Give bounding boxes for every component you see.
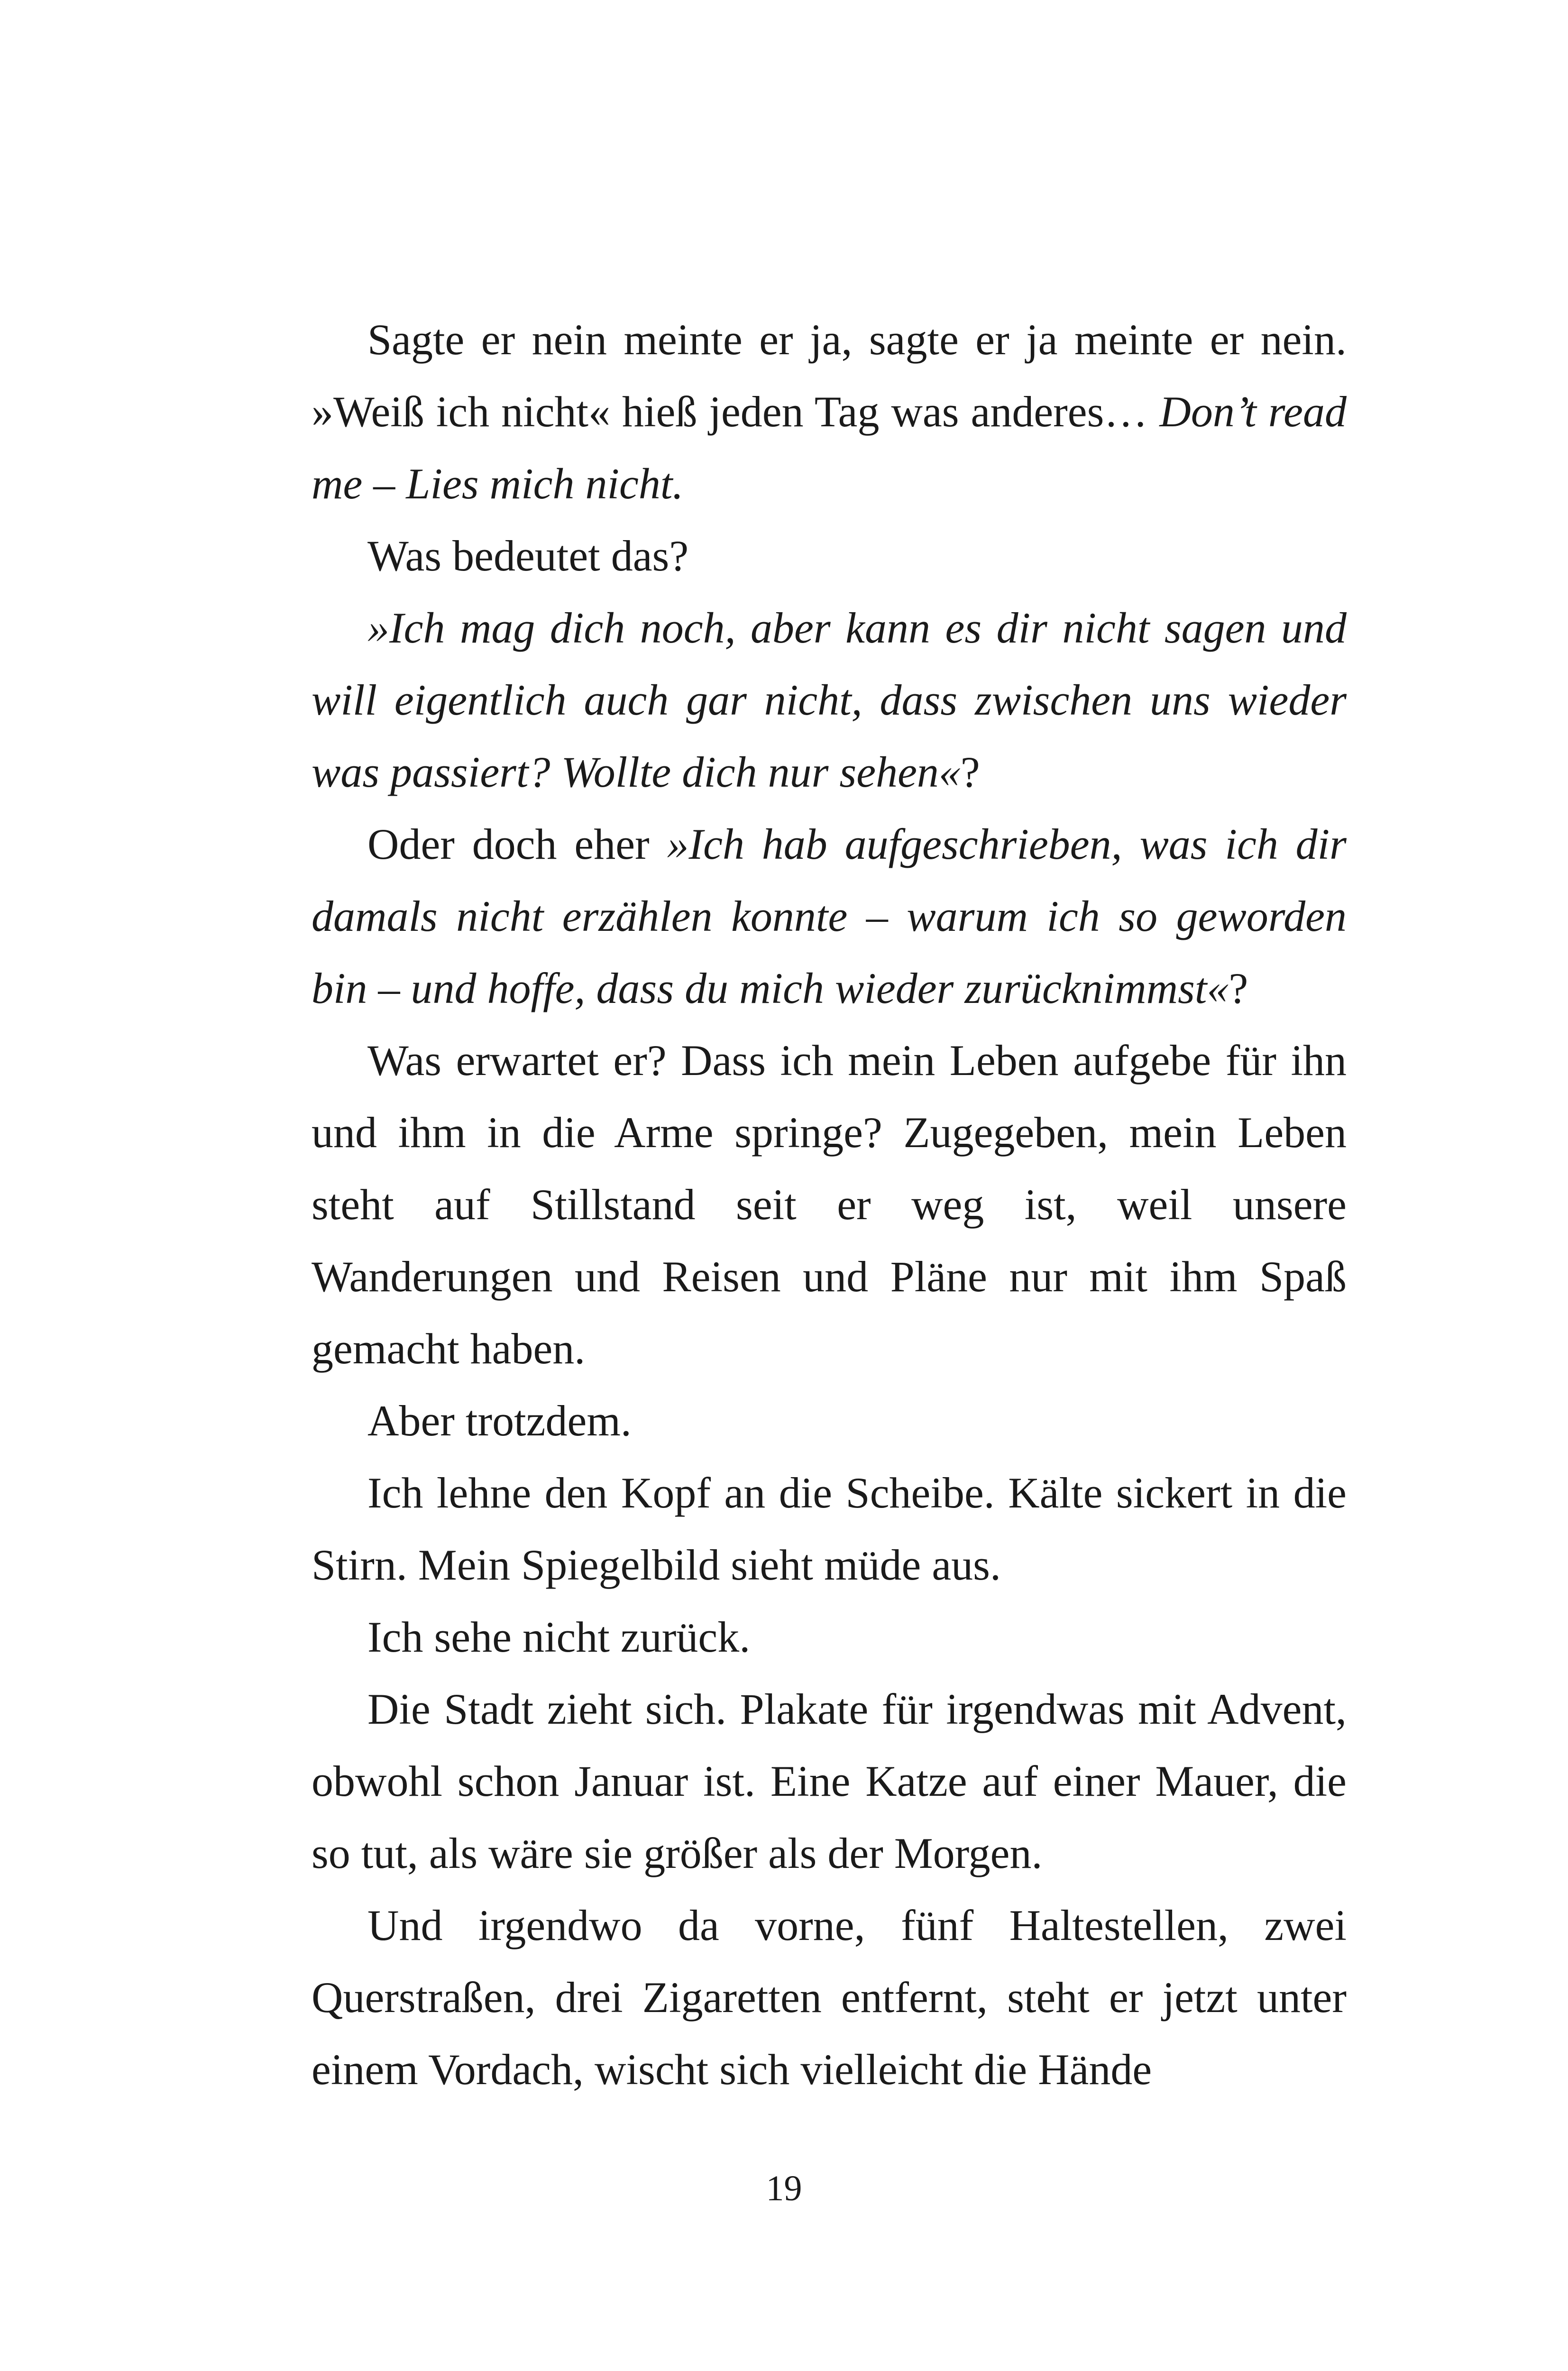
paragraph (312, 592, 1347, 808)
text-run: ? (960, 748, 980, 796)
body-text (312, 303, 1347, 2105)
text-run: Was bedeutet das? (367, 532, 689, 580)
italic-text-run: Don’t read me – Lies mich nicht. (312, 387, 1347, 508)
text-run: Aber trotzdem. (367, 1397, 632, 1445)
page-number: 19 (766, 2169, 802, 2208)
paragraph (312, 1385, 1347, 1457)
text-run: Ich sehe nicht zurück. (367, 1613, 751, 1661)
paragraph (312, 1673, 1347, 1889)
text-run: Ich lehne den Kopf an die Scheibe. Kälte sickert in die Stirn. Mein Spiegelbild sieht müde aus. (312, 1469, 1347, 1589)
text-run: Oder doch eher (367, 820, 667, 868)
italic-text-run: »Ich hab aufgeschrieben, was ich dir damals nicht erzählen konnte – warum ich so geworden bin – und hoffe, dass du mich wieder zurücknimmst« (312, 820, 1347, 1012)
paragraph (312, 808, 1347, 1024)
text-run: ? (1229, 964, 1248, 1012)
paragraph (312, 520, 1347, 592)
paragraph (312, 1601, 1347, 1673)
text-run: Was erwartet er? Dass ich mein Leben aufgebe für ihn und ihm in die Arme springe? Zugegeben, mein Leben steht auf Stillstand seit er weg ist, weil unsere Wanderungen und Reisen und Pläne nur mit ihm Spaß gemacht haben. (312, 1036, 1347, 1373)
paragraph (312, 1889, 1347, 2105)
paragraph (312, 303, 1347, 520)
italic-text-run: »Ich mag dich noch, aber kann es dir nicht sagen und will eigentlich auch gar nicht, dass zwischen uns wieder was passiert? Wollte dich nur sehen« (312, 604, 1347, 796)
text-run: Die Stadt zieht sich. Plakate für irgendwas mit Advent, obwohl schon Januar ist. Eine Katze auf einer Mauer, die so tut, als wäre sie größer als der Morgen. (312, 1685, 1347, 1877)
paragraph (312, 1457, 1347, 1601)
paragraph (312, 1024, 1347, 1385)
text-run: Sagte er nein meinte er ja, sagte er ja meinte er nein. »Weiß ich nicht« hieß jeden Tag was anderes… (312, 315, 1347, 436)
text-run: Und irgendwo da vorne, fünf Haltestellen, zwei Querstraßen, drei Zigaretten entfernt, steht er jetzt unter einem Vordach, wischt sich vielleicht die Hände (312, 1901, 1347, 2094)
